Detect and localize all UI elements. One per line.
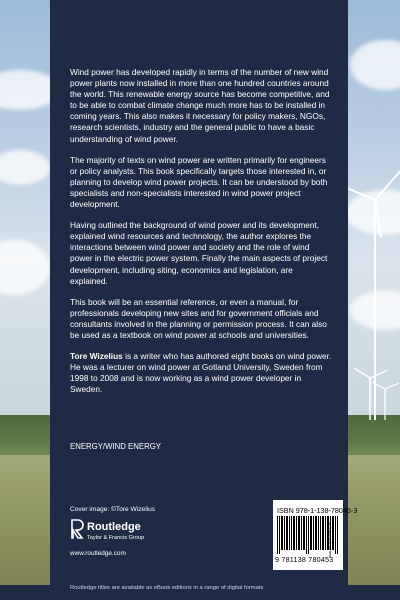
wind-turbine-icon bbox=[370, 375, 400, 420]
blurb-paragraph: Having outlined the background of wind power and its development, explained wind resources and technology, the author explores the interactions between wind power and society and the role of wind power in the electric power system. Finally the main aspects of project development, including siting, economics and legislation, are explained. bbox=[70, 220, 328, 286]
barcode-number: 9 781138 780453 bbox=[275, 555, 334, 564]
blurb-paragraph: The majority of texts on wind power are written primarily for engineers or policy analysts. This book specifically targets those interested in, or planning to develop wind power projects. It can be understood by both specialists and non-specialists interested in wind power project development. bbox=[70, 154, 328, 210]
isbn-barcode bbox=[273, 500, 358, 570]
subject-category: ENERGY/WIND ENERGY bbox=[70, 442, 161, 451]
publisher-tagline: Taylor & Francis Group bbox=[87, 535, 145, 541]
author-bio bbox=[70, 351, 332, 395]
publisher-name: Routledge bbox=[87, 521, 141, 533]
back-cover-panel bbox=[50, 0, 358, 600]
barcode-side-code: an informa business bbox=[328, 522, 333, 558]
publisher-url: www.routledge.com bbox=[70, 550, 126, 557]
author-bio-text: is a writer who has authored eight books on wind power. He was a lecturer on wind power at Gotland University, Sweden from 1998 to 2008 and is now working as a wind power developer in Sweden. bbox=[70, 351, 332, 395]
routledge-logo-icon bbox=[70, 519, 84, 539]
ebook-footer-note: Routledge titles are available as eBook editions in a range of digital formats bbox=[70, 585, 264, 591]
publisher-logo bbox=[70, 519, 160, 559]
blurb-paragraph: Wind power has developed rapidly in terms of the number of new wind power plants now installed in more than one hundred countries around the world. This renewable energy source has become competitive, and to be able to combat climate change much more has to be installed in coming years. This also makes it necessary for policy makers, NGOs, research scientists, industry and the general public to have a basic understanding of wind power. bbox=[70, 67, 330, 144]
isbn: ISBN 978-1-138-78045-3 bbox=[277, 506, 358, 515]
cover-image-credit: Cover image: ©Tore Wizelius bbox=[70, 506, 156, 513]
author-name: Tore Wizelius bbox=[70, 351, 123, 362]
blurb-paragraph: This book will be an essential reference, or even a manual, for professionals developing new sites and for government officials and consultants involved in the planning or permission process. It can also be used as a textbook on wind power at schools and universities. bbox=[70, 296, 327, 340]
blurb bbox=[70, 67, 332, 405]
